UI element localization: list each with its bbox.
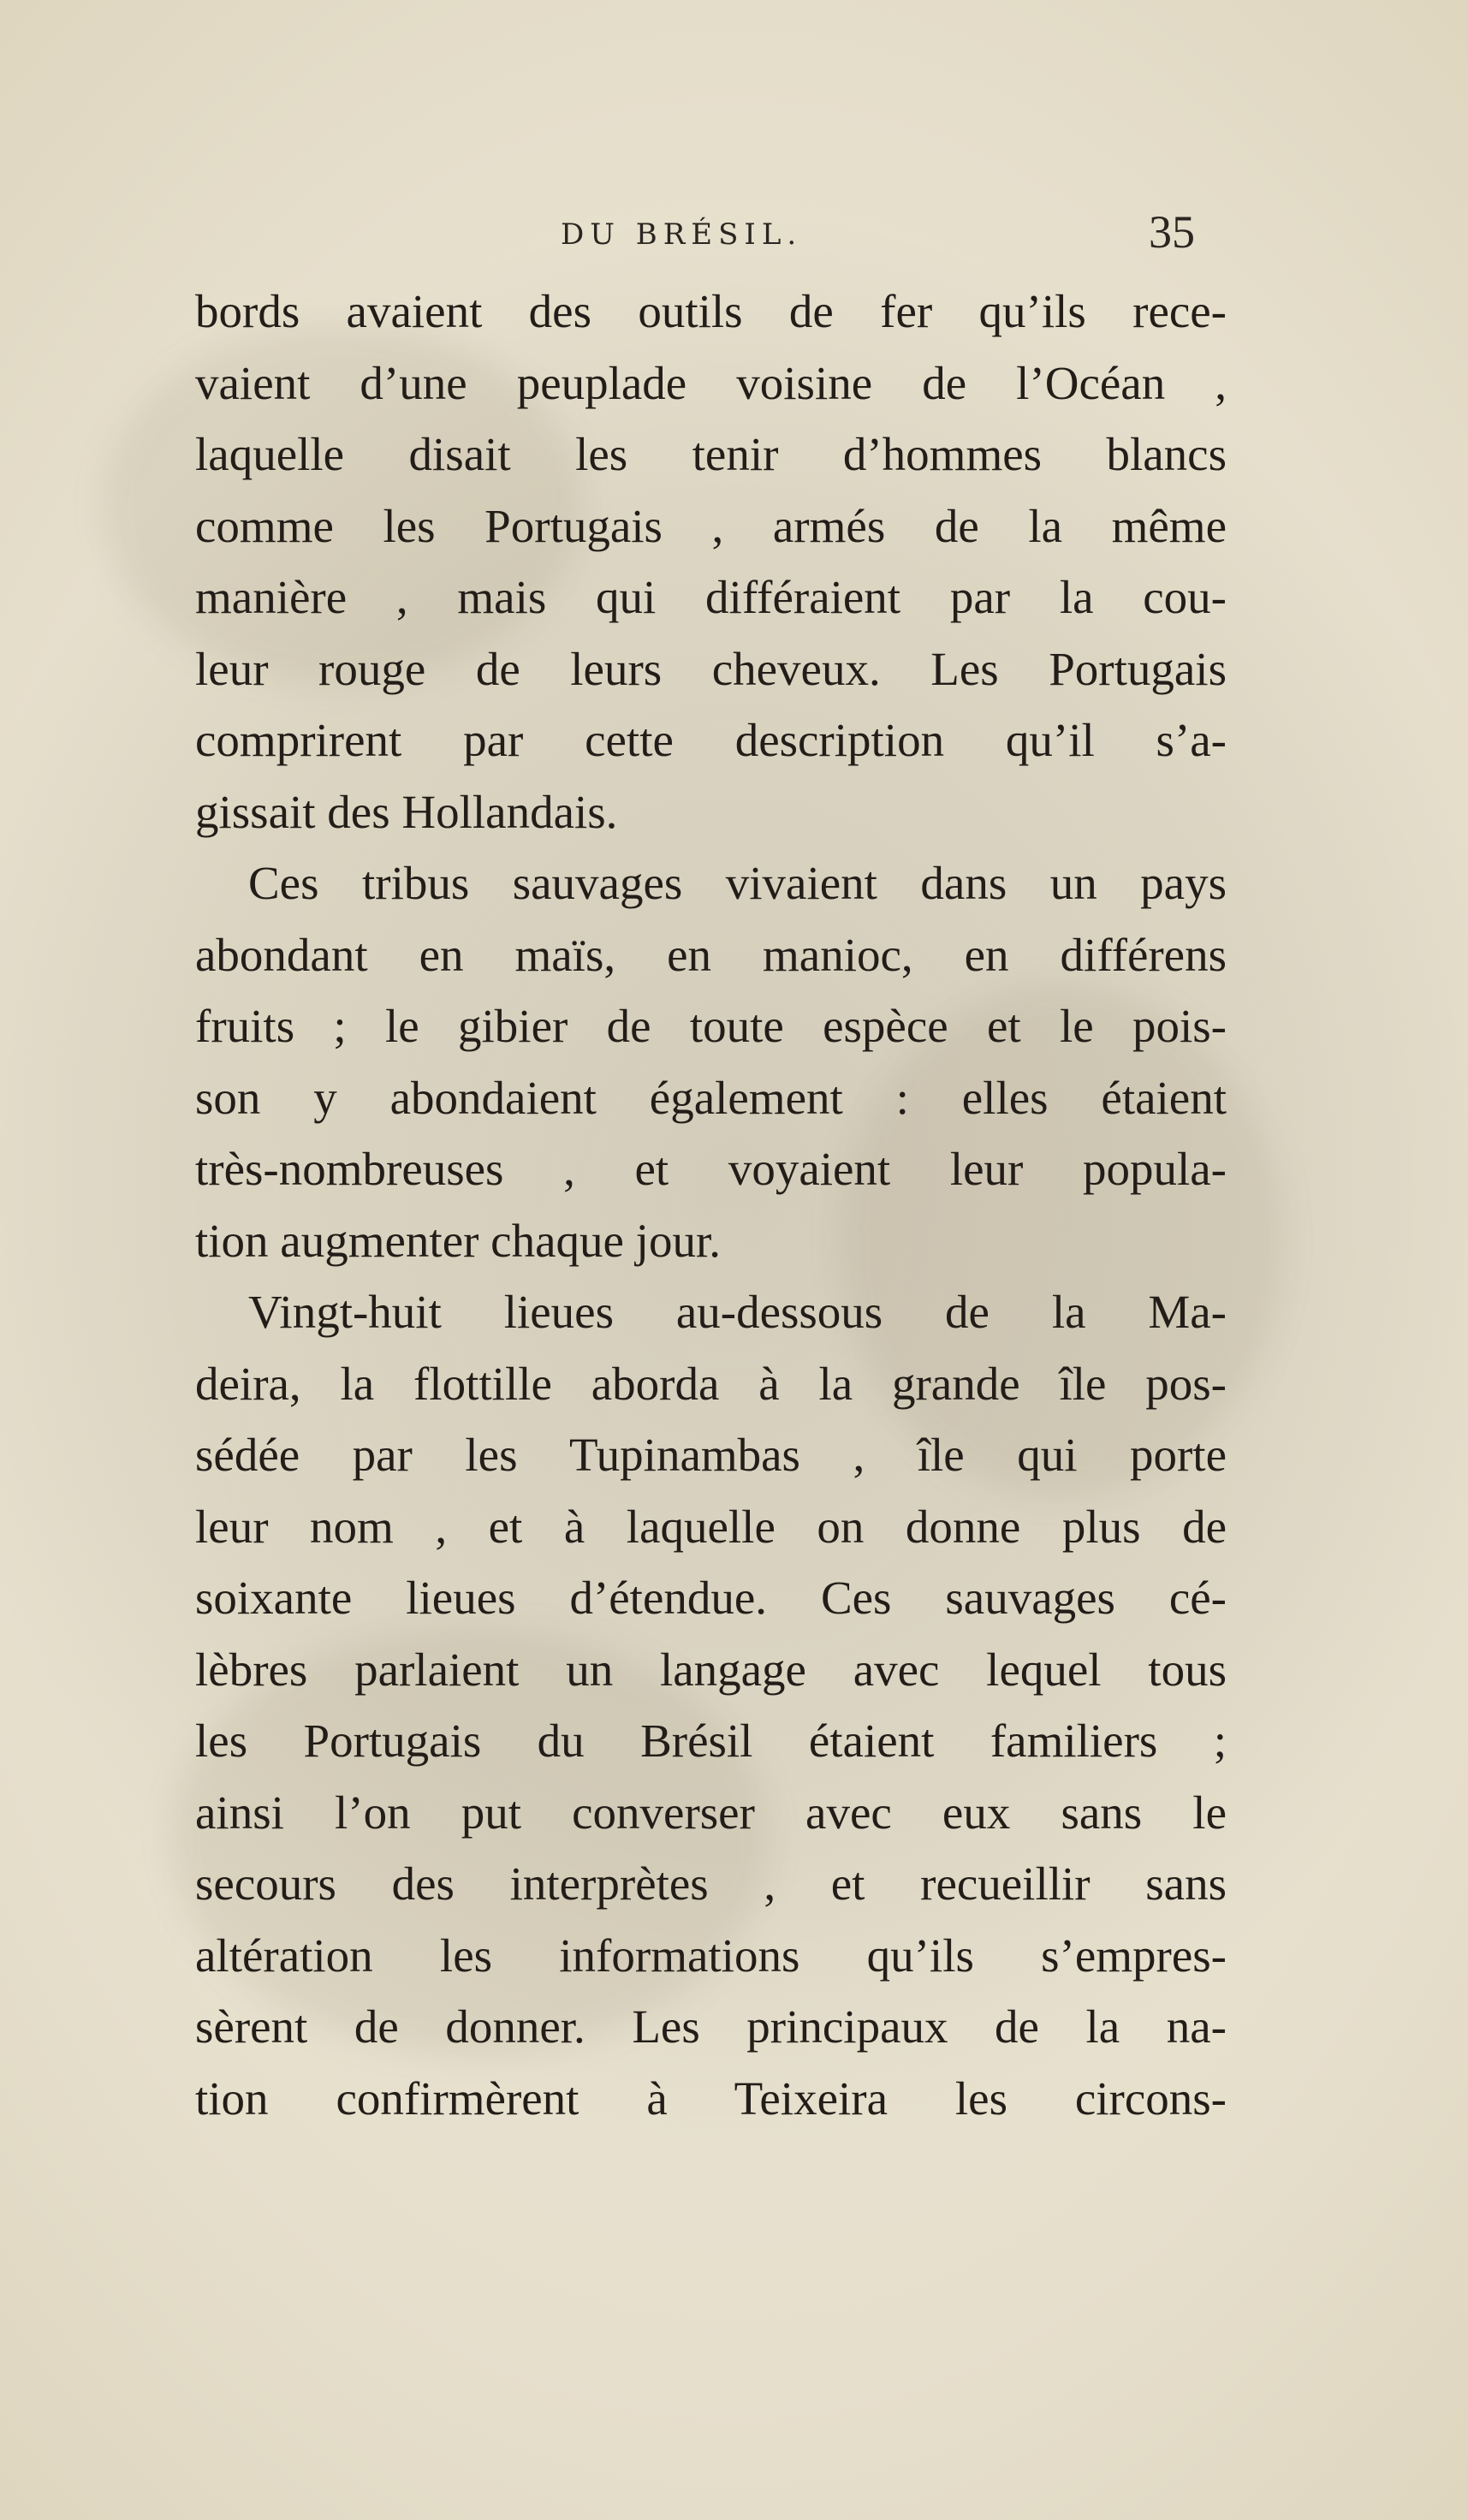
text-line: manière , mais qui différaient par la cou- bbox=[195, 571, 1227, 623]
text-line: leur nom , et à laquelle on donne plus de bbox=[195, 1500, 1227, 1553]
text-line: bords avaient des outils de fer qu’ils rece- bbox=[195, 285, 1227, 337]
body-text bbox=[195, 276, 1227, 2134]
page-header bbox=[0, 205, 1468, 265]
text-line: leur rouge de leurs cheveux. Les Portugais bbox=[195, 642, 1227, 695]
text-line: comprirent par cette description qu’il s’a- bbox=[195, 714, 1227, 766]
text-line: tion confirmèrent à Teixeira les circons- bbox=[195, 2071, 1227, 2125]
text-line: très-nombreuses , et voyaient leur popula- bbox=[195, 1143, 1227, 1195]
text-line: sèrent de donner. Les principaux de la na- bbox=[195, 2000, 1227, 2053]
text-line: ainsi l’on put converser avec eux sans le bbox=[195, 1786, 1227, 1839]
text-line: vaient d’une peuplade voisine de l’Océan , bbox=[195, 356, 1227, 409]
text-line: son y abondaient également : elles étaient bbox=[195, 1071, 1227, 1124]
text-line: sédée par les Tupinambas , île qui porte bbox=[195, 1429, 1227, 1481]
text-line: deira, la flottille aborda à la grande île pos- bbox=[195, 1357, 1227, 1410]
text-line: secours des interprètes , et recueillir sans bbox=[195, 1857, 1227, 1910]
text-line: abondant en maïs, en manioc, en différens bbox=[195, 928, 1227, 981]
page-number: 35 bbox=[1149, 206, 1195, 258]
text-line: fruits ; le gibier de toute espèce et le pois- bbox=[195, 1000, 1227, 1052]
text-line: soixante lieues d’étendue. Ces sauvages cé- bbox=[195, 1572, 1227, 1624]
text-line: lèbres parlaient un langage avec lequel tous bbox=[195, 1643, 1227, 1696]
text-line: laquelle disait les tenir d’hommes blancs bbox=[195, 428, 1227, 480]
paragraph-first-line: Vingt-huit lieues au-dessous de la Ma- bbox=[248, 1286, 1227, 1338]
text-line: tion augmenter chaque jour. bbox=[195, 1214, 721, 1267]
paragraph-first-line: Ces tribus sauvages vivaient dans un pays bbox=[248, 857, 1227, 909]
text-line: altération les informations qu’ils s’empres- bbox=[195, 1929, 1227, 1982]
running-head: DU BRÉSIL. bbox=[561, 217, 803, 252]
text-line: les Portugais du Brésil étaient familiers ; bbox=[195, 1715, 1227, 1767]
text-line: gissait des Hollandais. bbox=[195, 785, 618, 838]
text-line: comme les Portugais , armés de la même bbox=[195, 499, 1227, 552]
